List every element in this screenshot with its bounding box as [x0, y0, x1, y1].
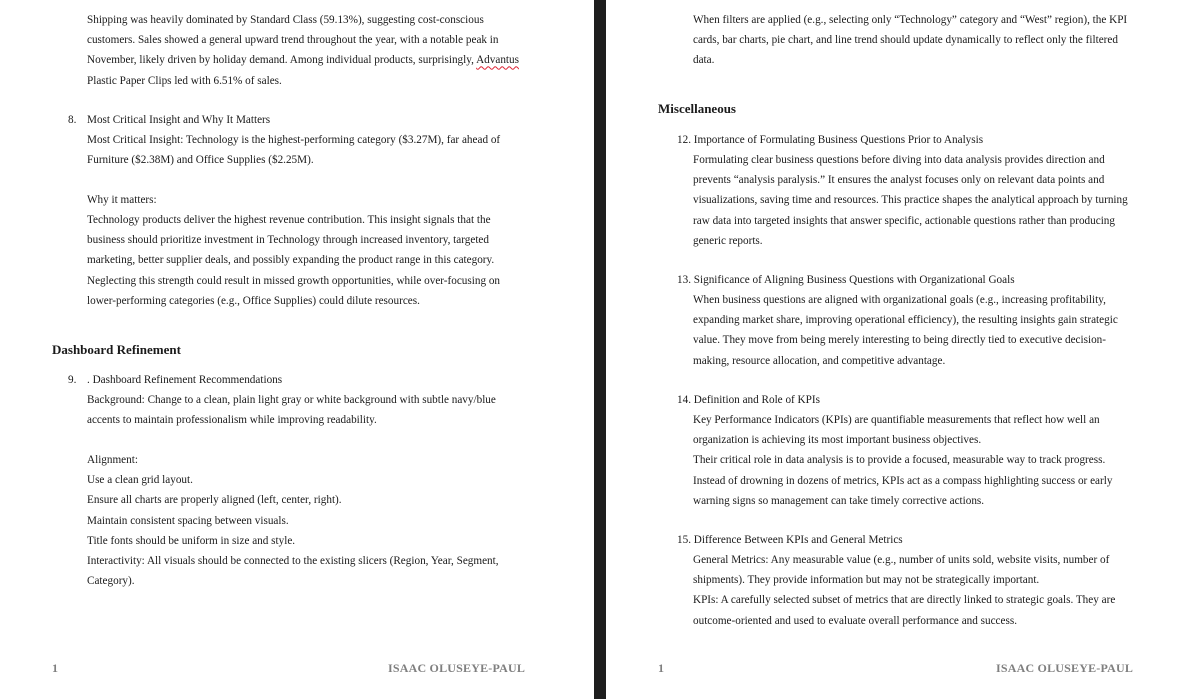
text-line: generic reports.: [693, 234, 763, 247]
list-number-9: 9.: [68, 374, 77, 386]
text-line: Alignment:: [87, 454, 138, 466]
filters-paragraph: [693, 10, 1193, 71]
text-line: organization is achieving its most important business objectives.: [693, 434, 982, 447]
text-line: data.: [693, 54, 715, 67]
item-13-title: 13. Significance of Aligning Business Questions with Organizational Goals: [677, 274, 1015, 286]
why-it-matters-label: Why it matters:: [87, 194, 157, 206]
text-line: Their critical role in data analysis is to provide a focused, measurable way to track progress.: [693, 454, 1106, 467]
item-8-insight: [87, 130, 587, 170]
item-13-paragraph: [693, 290, 1193, 371]
text-line: Background: Change to a clean, plain light gray or white background with subtle navy/blue: [87, 394, 496, 406]
alignment-recommendations: [87, 450, 587, 591]
page-gutter: [594, 0, 606, 699]
text-line: accents to maintain professionalism while improving readability.: [87, 414, 377, 427]
why-it-matters-paragraph: [87, 210, 587, 311]
text-line: Shipping was heavily dominated by Standard Class (59.13%), suggesting cost-conscious: [87, 14, 484, 26]
text-line: Neglecting this strength could result in missed growth opportunities, while over-focusing on: [87, 274, 501, 287]
text-line: KPIs: A carefully selected subset of metrics that are directly linked to strategic goals. They are: [693, 594, 1116, 607]
text-line: value. They move from being merely interesting to being directly tied to executive decision-: [693, 334, 1106, 347]
item-8-title: Most Critical Insight and Why It Matters: [87, 114, 271, 126]
text-line: visualizations, saving time and resources. This practice shapes the analytical approach by turning: [693, 194, 1128, 207]
item-12-paragraph: [693, 150, 1193, 251]
text-line: Category).: [87, 575, 135, 588]
item-12-title: 12. Importance of Formulating Business Questions Prior to Analysis: [677, 134, 984, 146]
text-line: General Metrics: Any measurable value (e.g., number of units sold, website visits, number of: [693, 554, 1110, 566]
text-line: business should prioritize investment in Technology through increased inventory, targeted: [87, 234, 489, 247]
text-line: outcome-oriented and used to evaluate overall performance and success.: [693, 614, 1017, 627]
text-line: Interactivity: All visuals should be connected to the existing slicers (Region, Year, Segment,: [87, 555, 499, 568]
item-14-title: 14. Definition and Role of KPIs: [677, 394, 820, 406]
text-line: Formulating clear business questions before diving into data analysis provides direction and: [693, 154, 1105, 166]
text-line: Furniture ($2.38M) and Office Supplies ($2.25M).: [87, 154, 314, 167]
item-15-paragraph: [693, 550, 1193, 631]
list-number-8: 8.: [68, 114, 77, 126]
text-line: raw data into targeted insights that answer specific, actionable questions rather than producing: [693, 214, 1115, 227]
text-line: marketing, better supplier deals, and possibly expanding the product range in this category.: [87, 254, 495, 267]
text-line: When filters are applied (e.g., selecting only “Technology” category and “West” region), the KPI: [693, 14, 1128, 26]
text-line: When business questions are aligned with organizational goals (e.g., increasing profitability,: [693, 294, 1106, 306]
text-line: making, resource allocation, and competitive advantage.: [693, 354, 946, 367]
item-14-paragraph: [693, 410, 1193, 511]
text-line: Key Performance Indicators (KPIs) are quantifiable measurements that reflect how well an: [693, 414, 1100, 426]
footer-author: ISAAC OLUSEYE-PAUL: [388, 661, 526, 675]
document-page-right: [606, 0, 1200, 699]
text-line: Most Critical Insight: Technology is the highest-performing category ($3.27M), far ahead of: [87, 134, 501, 146]
document-page-left: [0, 0, 594, 699]
text-line: shipments). They provide information but may not be strategically important.: [693, 574, 1040, 587]
intro-paragraph: [87, 10, 587, 91]
text-line: Maintain consistent spacing between visuals.: [87, 514, 289, 527]
section-heading-miscellaneous: Miscellaneous: [658, 101, 736, 116]
text-line: Ensure all charts are properly aligned (left, center, right).: [87, 494, 342, 507]
text-line: warning signs so management can take timely corrective actions.: [693, 494, 985, 507]
text-line: cards, bar charts, pie chart, and line trend should update dynamically to reflect only the filtered: [693, 34, 1118, 47]
footer-page-number: 1: [658, 661, 664, 675]
footer-author: ISAAC OLUSEYE-PAUL: [996, 661, 1134, 675]
text-line: customers. Sales showed a general upward trend throughout the year, with a notable peak in: [87, 34, 499, 47]
item-15-title: 15. Difference Between KPIs and General Metrics: [677, 534, 903, 546]
text-line: [87, 50, 587, 70]
spellcheck-flagged-word[interactable]: Advantus: [476, 54, 519, 67]
text-fragment: November, likely driven by holiday demand. Among individual products, surprisingly,: [87, 54, 477, 67]
section-heading-dashboard-refinement: Dashboard Refinement: [52, 342, 181, 357]
text-line: expanding market share, improving operational efficiency), the resulting insights gain strategic: [693, 314, 1118, 327]
item-9-title: . Dashboard Refinement Recommendations: [87, 374, 283, 386]
text-line: Plastic Paper Clips led with 6.51% of sales.: [87, 74, 282, 87]
text-line: Title fonts should be uniform in size and style.: [87, 534, 296, 547]
text-line: Technology products deliver the highest revenue contribution. This insight signals that the: [87, 214, 491, 226]
footer-page-number: 1: [52, 661, 58, 675]
text-line: Use a clean grid layout.: [87, 474, 193, 487]
text-line: lower-performing categories (e.g., Office Supplies) could dilute resources.: [87, 294, 420, 307]
text-line: prevents “analysis paralysis.” It ensures the analyst focuses only on relevant data points and: [693, 174, 1105, 187]
background-recommendation: [87, 390, 587, 430]
text-line: Instead of drowning in dozens of metrics, KPIs act as a compass highlighting success or early: [693, 474, 1113, 487]
